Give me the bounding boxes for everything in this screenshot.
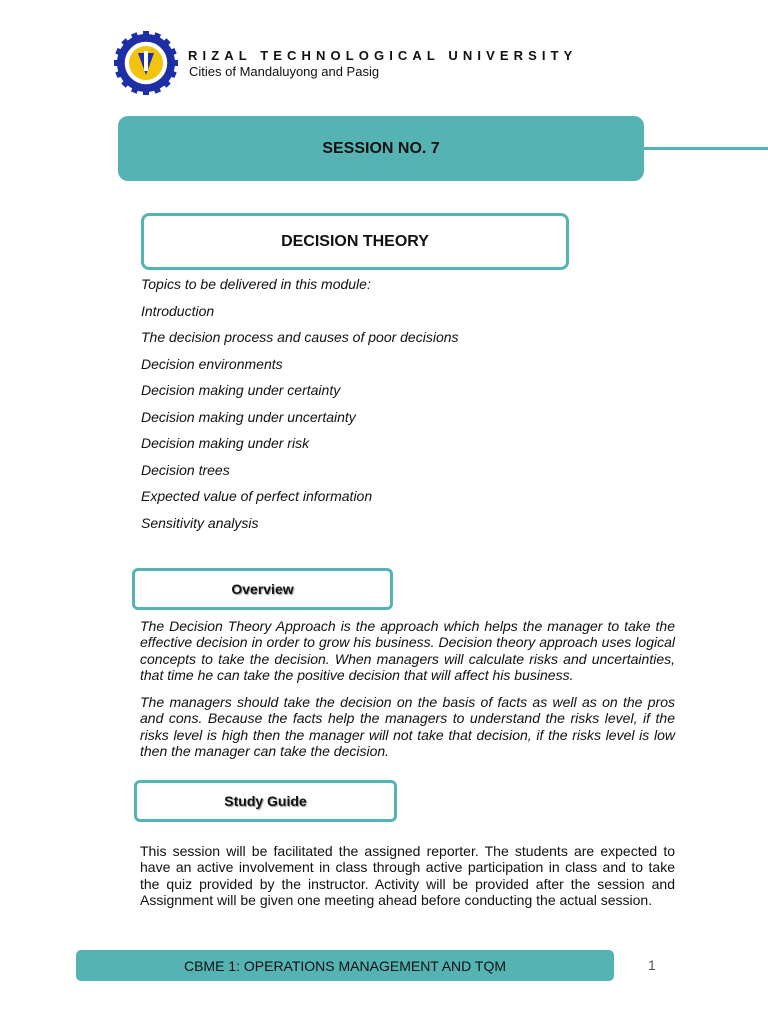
topic-item: Decision making under certainty	[141, 382, 341, 398]
overview-heading	[132, 568, 393, 610]
topic-item: Decision making under risk	[141, 435, 310, 451]
topics-list	[141, 275, 701, 540]
banner-divider	[644, 147, 768, 150]
footer-course-title: CBME 1: OPERATIONS MANAGEMENT AND TQM	[183, 957, 507, 974]
study-guide-paragraph: This session will be facilitated the assigned reporter. The students are expected to have an active involvement in class through active participation in class and to take the quiz provided by the instructor. Activity will be provided after the session and Assignment will be given one meeting ahead before conducting the actual session.	[140, 843, 675, 909]
university-seal-icon	[114, 31, 178, 95]
topic-item: Expected value of perfect information	[141, 488, 373, 504]
page-number: 1	[648, 957, 656, 973]
university-name: RIZAL TECHNOLOGICAL UNIVERSITY	[188, 48, 578, 63]
study-guide-heading-text: Study Guide	[224, 793, 307, 809]
module-title	[141, 213, 569, 270]
module-title-text: DECISION THEORY	[281, 232, 429, 250]
topic-item: Sensitivity analysis	[141, 514, 259, 531]
topic-item: Decision environments	[141, 355, 283, 372]
topics-intro: Topics to be delivered in this module:	[141, 276, 371, 292]
overview-paragraph: The managers should take the decision on the basis of facts as well as on the pros and cons. Because the facts help the managers to understand the risks level, if the risks level is high then the manager will not take that decision, if the risks level is low then the manager can take the decision.	[140, 694, 675, 760]
session-banner	[118, 116, 644, 181]
overview-paragraph: The Decision Theory Approach is the approach which helps the manager to take the effective decision in order to grow his business. Decision theory approach uses logical concepts to take the decision. When managers will calculate risks and uncertainties, that time he can take the positive decision that will affect his business.	[140, 618, 675, 684]
topic-item: The decision process and causes of poor decisions	[141, 329, 459, 345]
overview-heading-text: Overview	[231, 581, 294, 597]
university-subtitle: Cities of Mandaluyong and Pasig	[189, 64, 380, 79]
session-label: SESSION NO. 7	[322, 139, 440, 157]
topic-item: Decision making under uncertainty	[141, 408, 356, 425]
topic-item: Introduction	[141, 302, 215, 319]
topic-item: Decision trees	[141, 461, 230, 478]
study-guide-heading	[134, 780, 397, 822]
footer-course-bar	[76, 950, 614, 981]
